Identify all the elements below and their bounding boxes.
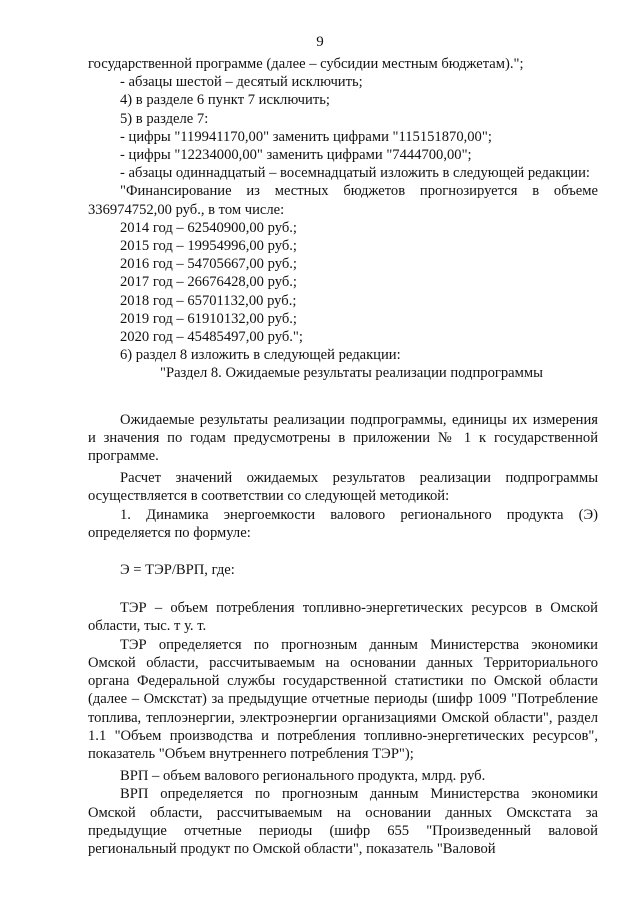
text-paragraph: "Финансирование из местных бюджетов прогнозируется в объеме 336974752,00 руб., в том числе: (88, 183, 598, 218)
text-line: - цифры "12234000,00" заменить цифрами "7444700,00"; (120, 147, 472, 164)
document-body (88, 55, 598, 858)
text-line: 4) в разделе 6 пункт 7 исключить; (120, 92, 330, 109)
text-paragraph: ТЭР определяется по прогнозным данным Министерства экономики Омской области, рассчитываемым на основании данных Территориального органа Федеральной службы государственной статистики по Омской области (далее – Омскстат) за предыдущие отчетные периоды (шифр 1009 "Потребление топлива, теплоэнергии, электроэнергии организациями Омской области", раздел 1.1 "Объем производства и потребления топливно-энергетических ресурсов", показатель "Объем внутреннего потребления ТЭР"); (88, 636, 598, 762)
text-line: - цифры "119941170,00" заменить цифрами "115151870,00"; (120, 128, 492, 145)
text-paragraph: Ожидаемые результаты реализации подпрограммы, единицы их измерения и значения по годам предусмотрены в приложении № 1 к государственной программе. (88, 411, 598, 465)
formula: Э = ТЭР/ВРП, где: (120, 562, 235, 579)
text-paragraph: ТЭР – объем потребления топливно-энергетических ресурсов в Омской области, тыс. т у. т. (88, 600, 598, 635)
page-number: 9 (316, 34, 324, 50)
year-item: 2015 год – 19954996,00 руб.; (120, 238, 297, 255)
year-item: 2018 год – 65701132,00 руб.; (120, 292, 297, 309)
text-paragraph: ВРП – объем валового регионального продукта, млрд. руб. (120, 768, 486, 785)
text-line: государственной программе (далее – субсидии местным бюджетам)."; (88, 56, 524, 72)
year-item: 2016 год – 54705667,00 руб.; (120, 256, 297, 273)
year-item: 2014 год – 62540900,00 руб.; (120, 219, 297, 236)
year-list (88, 219, 598, 346)
text-paragraph: - абзацы одиннадцатый – восемнадцатый изложить в следующей редакции: (120, 165, 590, 182)
text-line: 5) в разделе 7: (120, 110, 209, 127)
year-item: 2019 год – 61910132,00 руб.; (120, 310, 297, 327)
year-item: 2017 год – 26676428,00 руб.; (120, 274, 297, 291)
text-paragraph: Расчет значений ожидаемых результатов реализации подпрограммы осуществляется в соответствии со следующей методикой: (88, 470, 598, 505)
text-line: 6) раздел 8 изложить в следующей редакции: (120, 347, 401, 364)
text-paragraph: 1. Динамика энергоемкости валового регионального продукта (Э) определяется по формуле: (88, 506, 598, 541)
text-paragraph: ВРП определяется по прогнозным данным Министерства экономики Омской области, рассчитываемым на основании данных Омскстата за предыдущие отчетные периоды (шифр 655 "Произведенный валовой региональный продукт по Омской области", показатель "Валовой (88, 786, 598, 857)
year-item: 2020 год – 45485497,00 руб."; (120, 329, 303, 346)
section-title: "Раздел 8. Ожидаемые результаты реализации подпрограммы (160, 365, 543, 382)
text-line: - абзацы шестой – десятый исключить; (120, 74, 363, 91)
